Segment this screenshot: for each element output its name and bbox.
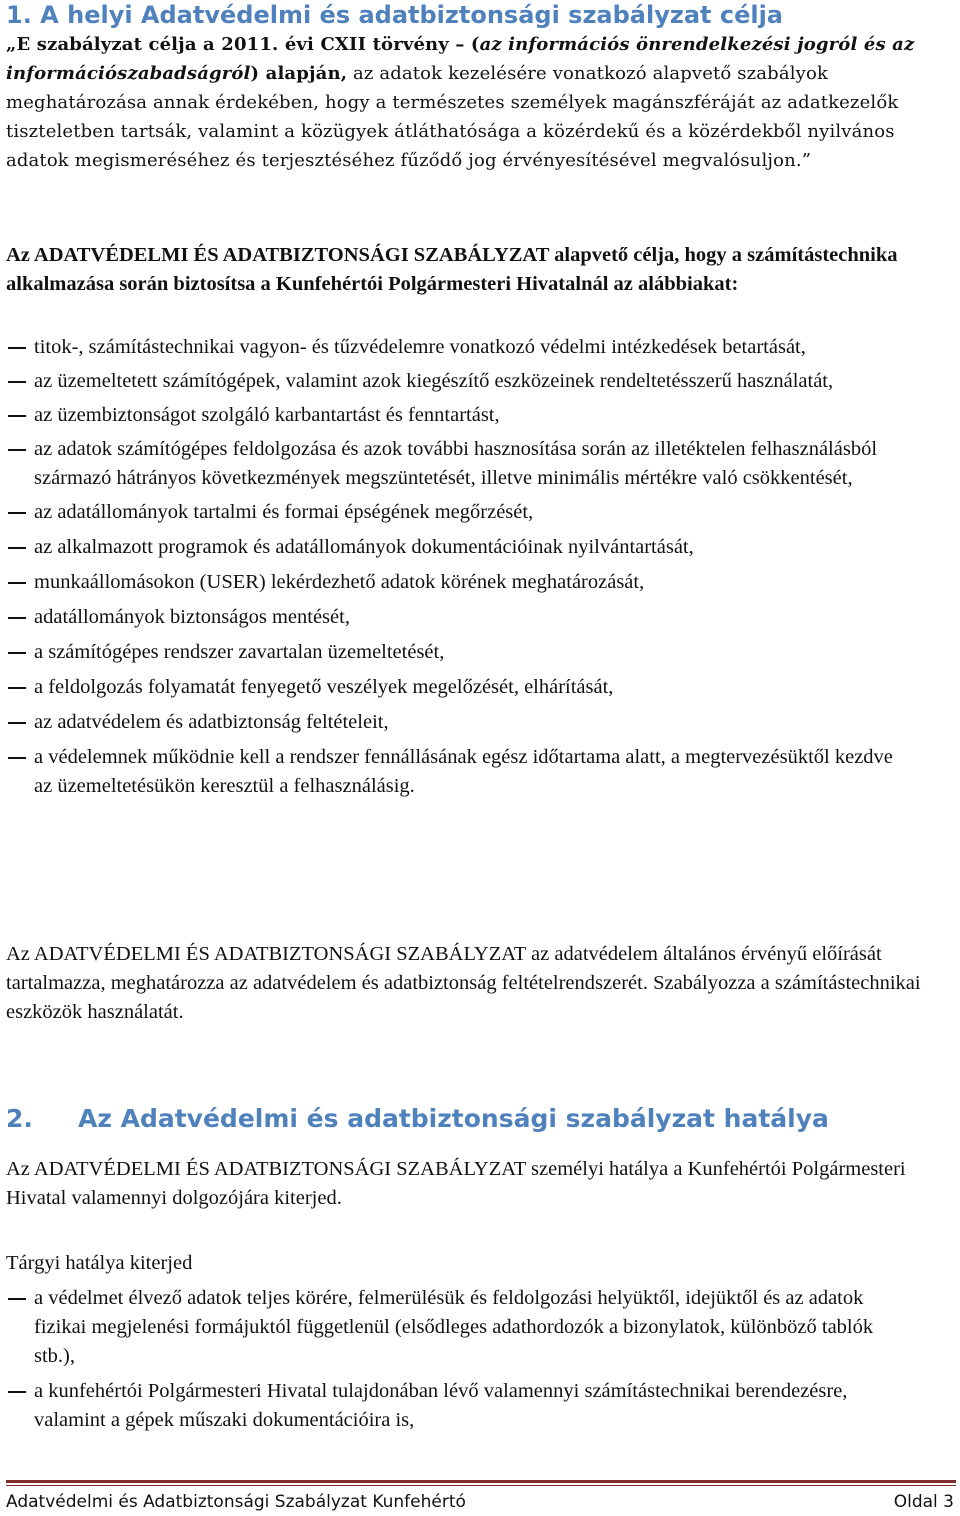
dash-bullet [8, 582, 26, 584]
dash-bullet [8, 722, 26, 724]
dash-bullet [8, 512, 26, 514]
list-item: a kunfehértói Polgármesteri Hivatal tulajdonában lévő valamennyi számítástechnikai berendezésre, valamint a gépek műszaki dokumentációira is, [0, 1377, 914, 1435]
dash-bullet [8, 652, 26, 654]
footer-document-title: Adatvédelmi és Adatbiztonsági Szabályzat Kunfehértó [6, 1492, 466, 1512]
general-paragraph: Az ADATVÉDELMI ÉS ADATBIZTONSÁGI SZABÁLYZAT az adatvédelem általános érvényű előírását tartalmazza, meghatározza az adatvédelem és adatbiztonság feltételrendszerét. Szabályozza a számítástechnikai eszközök használatát. [6, 943, 921, 1023]
dash-bullet [8, 547, 26, 549]
section-2-heading [6, 1102, 950, 1136]
dash-bullet [8, 415, 26, 417]
dash-bullet [8, 1391, 26, 1393]
list-item: adatállományok biztonságos mentését, [0, 603, 914, 632]
section-2-number: 2. [6, 1104, 33, 1133]
section-1-heading: 1. A helyi Adatvédelmi és adatbiztonsági szabályzat célja [6, 1, 783, 29]
list-item: az üzembiztonságot szolgáló karbantartást és fenntartást, [0, 401, 914, 430]
footer-page-number: Oldal 3 [893, 1492, 954, 1512]
footer-rule-thin [6, 1485, 956, 1486]
list-item: az adatállományok tartalmi és formai épségének megőrzését, [0, 498, 914, 527]
intro-part-3: ) alapján, [250, 63, 348, 84]
list-item: a feldolgozás folyamatát fenyegető veszélyek megelőzését, elhárítását, [0, 673, 914, 702]
list-item: az adatok számítógépes feldolgozása és azok további hasznosítása során az illetéktelen felhasználásból származó hátrányos következmények megszüntetését, illetve minimális mértékre való csökkentését, [0, 435, 914, 493]
dash-bullet [8, 757, 26, 759]
list-item: az üzemeltetett számítógépek, valamint azok kiegészítő eszközeinek rendeltetésszerű használatát, [0, 367, 914, 396]
personal-scope-paragraph: Az ADATVÉDELMI ÉS ADATBIZTONSÁGI SZABÁLYZAT személyi hatálya a Kunfehértói Polgármesteri Hivatal valamennyi dolgozójára kiterjed. [6, 1158, 906, 1209]
page-footer [6, 1490, 954, 1514]
list-item: a védelemnek működnie kell a rendszer fennállásának egész időtartama alatt, a megtervezésüktől kezdve az üzemeltetésükön keresztül a felhasználásig. [0, 743, 914, 801]
purpose-list [0, 333, 960, 801]
purpose-intro: Az ADATVÉDELMI ÉS ADATBIZTONSÁGI SZABÁLYZAT alapvető célja, hogy a számítástechnika alkalmazása során biztosítsa a Kunfehértói Polgármesteri Hivatalnál az alábbiakat: [6, 244, 898, 295]
material-scope-list [0, 1284, 960, 1435]
intro-paragraph [6, 30, 950, 175]
dash-bullet [8, 381, 26, 383]
list-item: a védelmet élvező adatok teljes körére, felmerülésük és feldolgozási helyüktől, idejüktől és az adatok fizikai megjelenési formájuktól függetlenül (elsődleges adathordozók a bizonylatok, különböző tablók stb.), [0, 1284, 914, 1371]
list-item: titok-, számítástechnikai vagyon- és tűzvédelemre vonatkozó védelmi intézkedések betartását, [0, 333, 914, 362]
intro-part-1: „E szabályzat célja a 2011. évi CXII törvény – ( [6, 34, 480, 55]
list-item: munkaállomásokon (USER) lekérdezhető adatok körének meghatározását, [0, 568, 914, 597]
footer-rule [6, 1480, 956, 1483]
list-item: az alkalmazott programok és adatállományok dokumentációinak nyilvántartását, [0, 533, 914, 562]
list-item: a számítógépes rendszer zavartalan üzemeltetését, [0, 638, 914, 667]
dash-bullet [8, 449, 26, 451]
list-item: az adatvédelem és adatbiztonság feltételeit, [0, 708, 914, 737]
intro-part-4: az adatok kezelésére vonatkozó alapvető szabályok meghatározása annak érdekében, hogy a természetes személyek magánszféráját az adatkezelők tiszteletben tartsák, valamint a közügyek átláthatósága a közérdekű és a közérdekből nyilvános adatok megismeréséhez és terjesztéséhez fűződő jog érvényesítésével megvalósuljon.” [6, 63, 899, 171]
dash-bullet [8, 347, 26, 349]
material-scope-label: Tárgyi hatálya kiterjed [6, 1252, 193, 1274]
dash-bullet [8, 1298, 26, 1300]
section-2-title: Az Adatvédelmi és adatbiztonsági szabályzat hatálya [78, 1104, 829, 1133]
dash-bullet [8, 687, 26, 689]
intro-law-title: az információs önrendelkezési jogról és az információszabadságról [6, 34, 915, 84]
dash-bullet [8, 617, 26, 619]
